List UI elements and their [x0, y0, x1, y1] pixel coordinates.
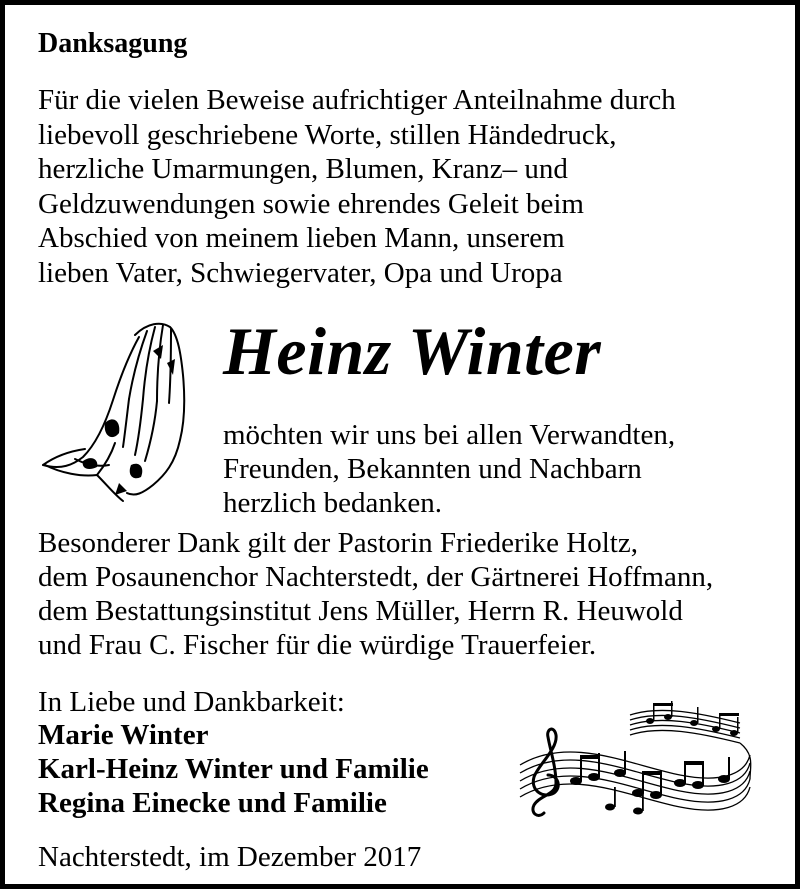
signer-name: Regina Einecke und Familie [38, 787, 387, 819]
signer-name: Marie Winter [38, 719, 209, 751]
special-thanks-line: und Frau C. Fischer für die würdige Trauerfeier. [38, 629, 597, 661]
signer-name: Karl-Heinz Winter und Familie [38, 753, 429, 785]
closing-line: In Liebe und Dankbarkeit: [38, 686, 345, 718]
signers-list [38, 718, 429, 820]
deceased-name: Heinz Winter [223, 313, 602, 389]
intro-line: Abschied von meinem lieben Mann, unserem [38, 222, 565, 254]
notice-heading: Danksagung [38, 28, 188, 59]
intro-line: Geldzuwendungen sowie ehrendes Geleit beim [38, 187, 584, 220]
intro-text [38, 83, 676, 290]
intro-line: Für die vielen Beweise aufrichtiger Anteilnahme durch [38, 84, 676, 116]
intro-line: herzliche Umarmungen, Blumen, Kranz– und [38, 153, 568, 185]
thanks-line: herzlich bedanken. [223, 487, 443, 519]
special-thanks-line: dem Bestattungsinstitut Jens Müller, Herrn R. Heuwold [38, 595, 683, 627]
music-notes-icon [510, 695, 760, 835]
place-date: Nachterstedt, im Dezember 2017 [38, 841, 422, 873]
thanks-line: Freunden, Bekannten und Nachbarn [223, 453, 642, 485]
special-thanks-line: Besonderer Dank gilt der Pastorin Friederike Holtz, [38, 527, 638, 559]
special-thanks-line: dem Posaunenchor Nachterstedt, der Gärtnerei Hoffmann, [38, 561, 714, 593]
thanks-line: möchten wir uns bei allen Verwandten, [223, 419, 676, 451]
intro-line: liebevoll geschriebene Worte, stillen Händedruck, [38, 118, 617, 151]
intro-line: lieben Vater, Schwiegervater, Opa und Uropa [38, 256, 563, 289]
special-thanks-text [38, 526, 713, 662]
praying-hands-icon [35, 315, 195, 505]
thanks-text [223, 418, 675, 520]
